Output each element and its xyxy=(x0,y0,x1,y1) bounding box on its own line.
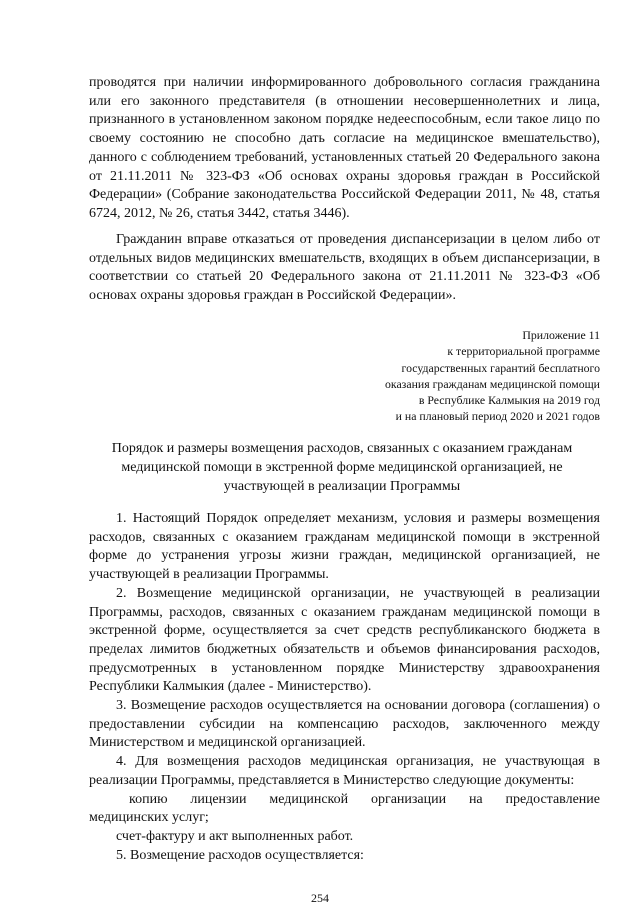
appendix-line: Приложение 11 xyxy=(522,328,600,342)
point-5: 5. Возмещение расходов осуществляется: xyxy=(116,847,364,863)
numbered-points xyxy=(89,510,600,865)
refusal-paragraph: Гражданин вправе отказаться от проведения диспансеризации в целом либо от отдельных видов медицинских вмешательств, входящих в объем диспансеризации, в соответствии со статьей 20 Федерального закона от 21.11.2011 № 323-ФЗ «Об основах охраны здоровья граждан в Российской Федерации». xyxy=(89,232,600,304)
license-item-line: копию лицензии медицинской организации на предоставление xyxy=(129,791,600,807)
point-3: 3. Возмещение расходов осуществляется на основании договора (соглашения) о предоставлении субсидии на компенсацию расходов, заключенного между Министерством и медицинской организацией. xyxy=(89,698,600,751)
appendix-line: оказания гражданам медицинской помощи xyxy=(385,376,600,391)
document-title: Порядок и размеры возмещения расходов, связанных с оказанием гражданам медицинской помощи в экстренной форме медицинской организацией, не участвующей в реализации Программы xyxy=(111,441,573,494)
appendix-line: и на плановый период 2020 и 2021 годов xyxy=(395,409,600,424)
consent-paragraph: проводятся при наличии информированного добровольного согласия гражданина или его законного представителя (в отношении несовершеннолетних и лица, признанного в установленном законом порядке недееспособным, если такое лицо по своему состоянию не способно дать согласие на медицинское вмешательство), данного с соблюдением требований, установленных статьей 20 Федерального закона от 21.11.2011 № 323-ФЗ «Об основах охраны здоровья граждан в Российской Федерации» (Собрание законодательства Российской Федерации 2011, № 48, статья 6724, 2012, № 26, статья 3442, статья 3446). xyxy=(89,75,600,221)
consent-paragraph-block xyxy=(89,74,600,224)
appendix-note xyxy=(300,327,600,425)
appendix-line: государственных гарантий бесплатного xyxy=(401,360,600,375)
page-number: 254 xyxy=(311,891,329,905)
point-1: 1. Настоящий Порядок определяет механизм, условия и размеры возмещения расходов, связанных с оказанием гражданам медицинской помощи в экстренной форме до устранения угрозы жизни граждан, медицинской организацией, не участвующей в реализации Программы. xyxy=(89,511,600,583)
point-4: 4. Для возмещения расходов медицинская организация, не участвующая в реализации Программы, представляется в Министерство следующие документы: xyxy=(89,754,600,788)
appendix-line: в Республике Калмыкия на 2019 год xyxy=(418,393,600,408)
appendix-line: к территориальной программе xyxy=(447,344,600,359)
license-item-continuation: медицинских услуг; xyxy=(89,810,209,826)
invoice-item: счет-фактуру и акт выполненных работ. xyxy=(116,828,354,844)
point-2: 2. Возмещение медицинской организации, не участвующей в реализации Программы, расходов, связанных с оказанием гражданам медицинской помощи в экстренной форме, осуществляется за счет средств республиканского бюджета в пределах лимитов бюджетных обязательств и объемов финансирования расходов, предусмотренных в установленном порядке Министерству здравоохранения Республики Калмыкия (далее - Министерство). xyxy=(89,585,600,695)
refusal-paragraph-block xyxy=(89,231,600,306)
